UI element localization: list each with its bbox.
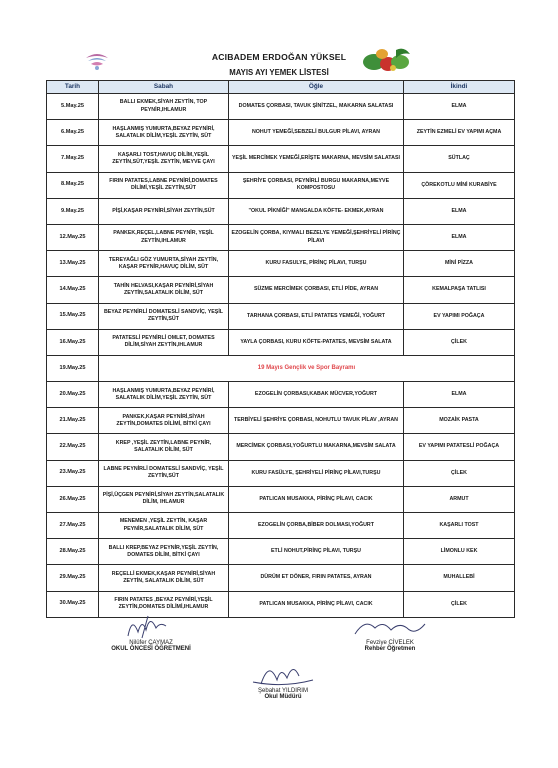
- date-cell: 9.May.25: [47, 198, 99, 224]
- table-row: [47, 146, 515, 172]
- date-cell: 6.May.25: [47, 120, 99, 146]
- date-cell: 15.May.25: [47, 303, 99, 329]
- breakfast-cell: BALLI EKMEK,SİYAH ZEYTİN, TOP PEYNİR,IHLAMUR: [99, 94, 229, 120]
- lunch-cell: EZOGELİN ÇORBASI,KABAK MÜCVER,YOĞURT: [229, 382, 404, 408]
- date-cell: 22.May.25: [47, 434, 99, 460]
- menu-table: [46, 80, 515, 618]
- handwritten-signature-right: [345, 616, 435, 640]
- table-row: [47, 408, 515, 434]
- snack-cell: MİNİ PİZZA: [404, 251, 515, 277]
- breakfast-cell: KAŞARLI TOST,HAVUÇ DİLİM,YEŞİL ZEYTİN,SÜT,YEŞİL ZEYTİN, MEYVE ÇAYI: [99, 146, 229, 172]
- signature-left: [96, 612, 206, 652]
- signer-left-name: Nilüfer ÇAYMAZ: [129, 640, 173, 646]
- snack-cell: ÇÖREKOTLU MİNİ KURABİYE: [404, 172, 515, 198]
- date-cell: 5.May.25: [47, 94, 99, 120]
- lunch-cell: ŞEHRİYE ÇORBASI, PEYNİRLİ BURGU MAKARNA,MEYVE KOMPOSTOSU: [229, 172, 404, 198]
- table-row: [47, 460, 515, 486]
- signer-center-title: Okul Müdürü: [264, 694, 302, 700]
- breakfast-cell: HAŞLANMIŞ YUMURTA,BEYAZ PEYNİRİ, SALATALIK DİLİM,YEŞİL ZEYTİN, SÜT: [99, 382, 229, 408]
- breakfast-cell: LABNE PEYNİRLİ DOMATESLİ SANDVİÇ, YEŞİL ZEYTİN,SÜT: [99, 460, 229, 486]
- breakfast-cell: FIRIN PATATES,LABNE PEYNİRİ,DOMATES DİLİMİ,YEŞİL ZEYTİN,SÜT: [99, 172, 229, 198]
- table-row: [47, 382, 515, 408]
- table-row: [47, 513, 515, 539]
- lunch-cell: PATLICAN MUSAKKA, PİRİNÇ PİLAVI, CACIK: [229, 486, 404, 512]
- lunch-cell: YAYLA ÇORBASI, KURU KÖFTE-PATATES, MEVSİM SALATA: [229, 329, 404, 355]
- snack-cell: ÇİLEK: [404, 329, 515, 355]
- signer-center-name: Şebahat YILDIRIM: [258, 688, 308, 694]
- column-header-snack: İkindi: [404, 81, 515, 94]
- date-cell: 30.May.25: [47, 591, 99, 617]
- date-cell: 12.May.25: [47, 224, 99, 250]
- handwritten-signature-center: [243, 658, 323, 688]
- table-row: [47, 355, 515, 381]
- signer-left-title: OKUL ÖNCESİ ÖĞRETMENİ: [111, 646, 191, 652]
- lunch-cell: DOMATES ÇORBASI, TAVUK ŞİNİTZEL, MAKARNA SALATASI: [229, 94, 404, 120]
- date-cell: 14.May.25: [47, 277, 99, 303]
- date-cell: 28.May.25: [47, 539, 99, 565]
- signature-right: [330, 616, 450, 652]
- snack-cell: MUHALLEBİ: [404, 565, 515, 591]
- table-row: [47, 94, 515, 120]
- school-title: ACIBADEM ERDOĞAN YÜKSEL: [211, 52, 347, 62]
- lunch-cell: NOHUT YEMEĞİ,SEBZELİ BULGUR PİLAVI, AYRAN: [229, 120, 404, 146]
- table-row: [47, 198, 515, 224]
- date-cell: 13.May.25: [47, 251, 99, 277]
- breakfast-cell: PANKEK,REÇEL,LABNE PEYNİR, YEŞİL ZEYTİN,IHLAMUR: [99, 224, 229, 250]
- lunch-cell: KURU FASÜLYE, ŞEHRİYELİ PİRİNÇ PİLAVI,TURŞU: [229, 460, 404, 486]
- date-cell: 20.May.25: [47, 382, 99, 408]
- breakfast-cell: PİŞİ,ÜÇGEN PEYNİRİ,SİYAH ZEYTİN,SALATALIK DİLİM, IHLAMUR: [99, 486, 229, 512]
- breakfast-cell: REÇELLİ EKMEK,KAŞAR PEYNİRİ,SİYAH ZEYTİN, SALATALIK DİLİM, SÜT: [99, 565, 229, 591]
- snack-cell: ZEYTİN EZMELİ EV YAPIMI AÇMA: [404, 120, 515, 146]
- snack-cell: KEMALPAŞA TATLISI: [404, 277, 515, 303]
- handwritten-signature-left: [116, 612, 186, 640]
- breakfast-cell: TAHİN HELVASI,KAŞAR PEYNİRİ,SİYAH ZEYTİN,SALATALIK DİLİM, SÜT: [99, 277, 229, 303]
- column-header-lunch: Öğle: [229, 81, 404, 94]
- date-cell: 21.May.25: [47, 408, 99, 434]
- snack-cell: EV YAPIMI PATATESLİ POĞAÇA: [404, 434, 515, 460]
- signer-right-title: Rehber Öğretmen: [364, 646, 416, 652]
- breakfast-cell: BALLI KREP,BEYAZ PEYNİR,YEŞİL ZEYTİN, DOMATES DİLİM, BİTKİ ÇAYI: [99, 539, 229, 565]
- date-cell: 27.May.25: [47, 513, 99, 539]
- holiday-cell: 19 Mayıs Gençlik ve Spor Bayramı: [99, 355, 515, 381]
- breakfast-cell: PANKEK,KAŞAR PEYNİRİ,SİYAH ZEYTİN,DOMATES DİLİMİ, BİTKİ ÇAYI: [99, 408, 229, 434]
- date-cell: 16.May.25: [47, 329, 99, 355]
- breakfast-cell: HAŞLANMIŞ YUMURTA,BEYAZ PEYNİRİ, SALATALIK DİLİM,YEŞİL ZEYTİN, SÜT: [99, 120, 229, 146]
- snack-cell: ÇİLEK: [404, 591, 515, 617]
- signature-center: [228, 658, 338, 700]
- snack-cell: SÜTLAÇ: [404, 146, 515, 172]
- menu-table-body: [47, 94, 515, 618]
- snack-cell: MOZAİK PASTA: [404, 408, 515, 434]
- date-cell: 7.May.25: [47, 146, 99, 172]
- table-row: [47, 277, 515, 303]
- snack-cell: ELMA: [404, 224, 515, 250]
- date-cell: 23.May.25: [47, 460, 99, 486]
- lunch-cell: DÜRÜM ET DÖNER, FIRIN PATATES, AYRAN: [229, 565, 404, 591]
- lunch-cell: SÜZME MERCİMEK ÇORBASI, ETLİ PİDE, AYRAN: [229, 277, 404, 303]
- snack-cell: EV YAPIMI POĞAÇA: [404, 303, 515, 329]
- lunch-cell: TARHANA ÇORBASI, ETLİ PATATES YEMEĞİ, YOĞURT: [229, 303, 404, 329]
- lunch-cell: YEŞİL MERCİMEK YEMEĞİ,ERİŞTE MAKARNA, MEVSİM SALATASI: [229, 146, 404, 172]
- snack-cell: LİMONLU KEK: [404, 539, 515, 565]
- breakfast-cell: PATATESLİ PEYNİRLİ OMLET, DOMATES DİLİM,SİYAH ZEYTİN,IHLAMUR: [99, 329, 229, 355]
- snack-cell: ELMA: [404, 382, 515, 408]
- breakfast-cell: MENEMEN ,YEŞİL ZEYTİN, KAŞAR PEYNİR,SALATALIK DİLİM, SÜT: [99, 513, 229, 539]
- lunch-cell: PATLICAN MUSAKKA, PİRİNÇ PİLAVI, CACIK: [229, 591, 404, 617]
- table-row: [47, 251, 515, 277]
- date-cell: 26.May.25: [47, 486, 99, 512]
- date-cell: 8.May.25: [47, 172, 99, 198]
- breakfast-cell: KREP ,YEŞİL ZEYTİN,LABNE PEYNİR, SALATALIK DİLİM, SÜT: [99, 434, 229, 460]
- table-row: [47, 565, 515, 591]
- snack-cell: ARMUT: [404, 486, 515, 512]
- breakfast-cell: PİŞİ,KAŞAR PEYNİRİ,SİYAH ZEYTİN,SÜT: [99, 198, 229, 224]
- breakfast-cell: TEREYAĞLI GÖZ YUMURTA,SİYAH ZEYTİN, KAŞAR PEYNİR,HAVUÇ DİLİM, SÜT: [99, 251, 229, 277]
- table-row: [47, 329, 515, 355]
- table-row: [47, 172, 515, 198]
- snack-cell: ELMA: [404, 198, 515, 224]
- breakfast-cell: BEYAZ PEYNİRLİ DOMATESLİ SANDVİÇ, YEŞİL ZEYTİN,SÜT: [99, 303, 229, 329]
- menu-list-title: MAYIS AYI YEMEK LİSTESİ: [229, 68, 329, 77]
- lunch-cell: EZOGELİN ÇORBA, KIYMALI BEZELYE YEMEĞİ,ŞEHRİYELİ PİRİNÇ PİLAVI: [229, 224, 404, 250]
- table-row: [47, 224, 515, 250]
- date-cell: 19.May.25: [47, 355, 99, 381]
- lunch-cell: EZOGELİN ÇORBA,BİBER DOLMASI,YOĞURT: [229, 513, 404, 539]
- breakfast-cell: FIRIN PATATES ,BEYAZ PEYNİRİ,YEŞİL ZEYTİN,DOMATES DİLİMİ,IHLAMUR: [99, 591, 229, 617]
- table-row: [47, 120, 515, 146]
- table-row: [47, 539, 515, 565]
- snack-cell: ELMA: [404, 94, 515, 120]
- snack-cell: KAŞARLI TOST: [404, 513, 515, 539]
- lunch-cell: "OKUL PİKNİĞİ" MANGALDA KÖFTE- EKMEK,AYRAN: [229, 198, 404, 224]
- signer-right-name: Fevziye CİVELEK: [366, 640, 414, 646]
- date-cell: 29.May.25: [47, 565, 99, 591]
- column-header-date: Tarih: [47, 81, 99, 94]
- table-row: [47, 434, 515, 460]
- lunch-cell: KURU FASULYE, PİRİNÇ PİLAVI, TURŞU: [229, 251, 404, 277]
- table-header-row: [47, 81, 515, 94]
- table-row: [47, 486, 515, 512]
- lunch-cell: MERCİMEK ÇORBASI,YOĞURTLU MAKARNA,MEVSİM SALATA: [229, 434, 404, 460]
- snack-cell: ÇİLEK: [404, 460, 515, 486]
- column-header-breakfast: Sabah: [99, 81, 229, 94]
- table-row: [47, 303, 515, 329]
- lunch-cell: ETLİ NOHUT,PİRİNÇ PİLAVI, TURŞU: [229, 539, 404, 565]
- lunch-cell: TERBİYELİ ŞEHRİYE ÇORBASI, NOHUTLU TAVUK PİLAV ,AYRAN: [229, 408, 404, 434]
